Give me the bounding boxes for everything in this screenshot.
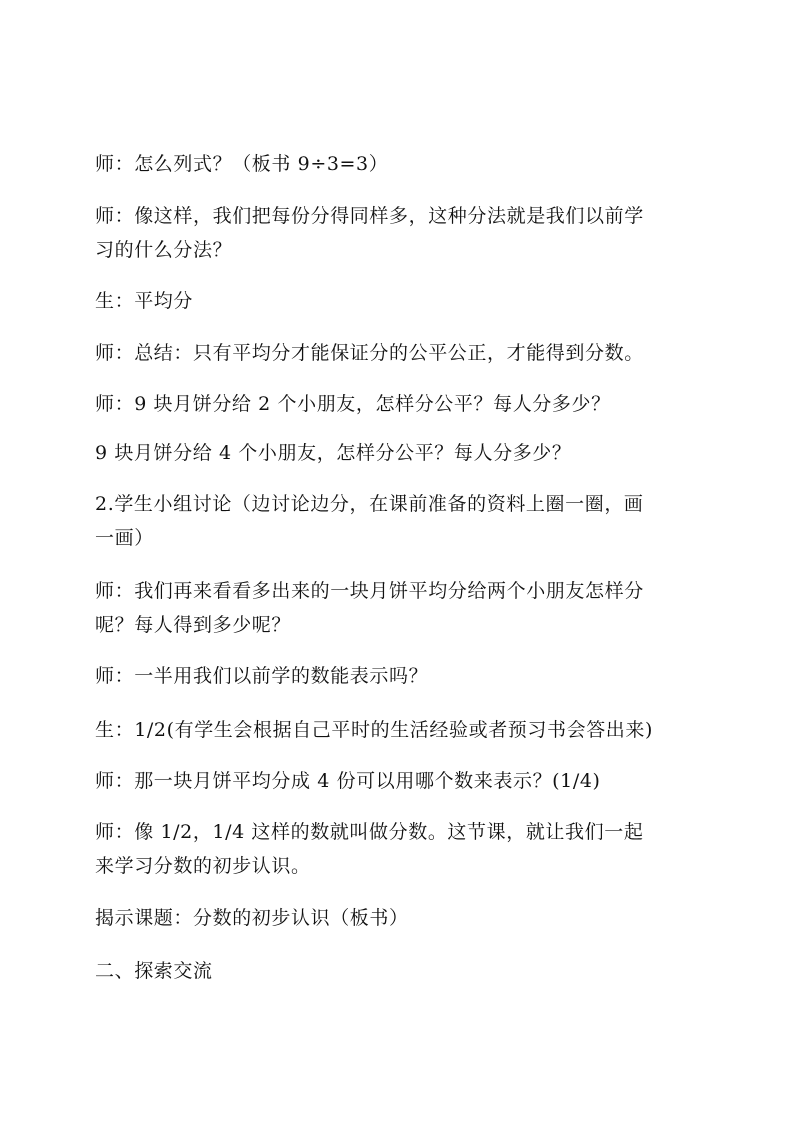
paragraph-question-four-kids	[95, 436, 725, 470]
text-line: 师：怎么列式？（板书 9÷3=3）	[95, 153, 389, 175]
text-line: 一画）	[95, 527, 154, 549]
text-line: 师：9 块月饼分给 2 个小朋友，怎样分公平？每人分多少？	[95, 393, 611, 415]
paragraph-teacher-quarter	[95, 764, 725, 798]
text-line: 2.学生小组讨论（边讨论边分，在课前准备的资料上圈一圈，画	[95, 493, 644, 515]
text-line: 生：平均分	[95, 290, 194, 312]
text-line: 揭示课题：分数的初步认识（板书）	[95, 907, 409, 929]
text-line: 生：1/2(有学生会根据自己平时的生活经验或者预习书会答出来)	[95, 719, 654, 741]
paragraph-student-answer	[95, 284, 725, 318]
text-line: 师：那一块月饼平均分成 4 份可以用哪个数来表示？(1/4)	[95, 770, 601, 792]
paragraph-teacher-equal-share	[95, 199, 725, 267]
paragraph-teacher-summary	[95, 336, 725, 370]
text-line: 师：像这样，我们把每份分得同样多，这种分法就是我们以前学	[95, 205, 644, 227]
paragraph-teacher-half	[95, 659, 725, 693]
paragraph-group-discussion	[95, 487, 725, 555]
paragraph-teacher-extra-mooncake	[95, 574, 725, 642]
text-line: 师：一半用我们以前学的数能表示吗？	[95, 665, 429, 687]
paragraph-teacher-question-two-kids	[95, 387, 725, 421]
text-line: 二、探索交流	[95, 960, 213, 982]
section-heading-explore	[95, 954, 725, 988]
text-line: 师：总结：只有平均分才能保证分的公平公正，才能得到分数。	[95, 342, 644, 364]
text-line: 9 块月饼分给 4 个小朋友，怎样分公平？每人分多少？	[95, 442, 572, 464]
text-line: 习的什么分法？	[95, 239, 233, 261]
paragraph-student-half-answer	[95, 713, 725, 747]
paragraph-teacher-fraction-intro	[95, 815, 725, 883]
text-line: 来学习分数的初步认识。	[95, 855, 311, 877]
text-line: 师：像 1/2，1/4 这样的数就叫做分数。这节课，就让我们一起	[95, 821, 644, 843]
paragraph-teacher-formula	[95, 147, 725, 181]
paragraph-lesson-topic	[95, 901, 725, 935]
text-line: 呢？每人得到多少呢？	[95, 614, 292, 636]
text-line: 师：我们再来看看多出来的一块月饼平均分给两个小朋友怎样分	[95, 580, 644, 602]
